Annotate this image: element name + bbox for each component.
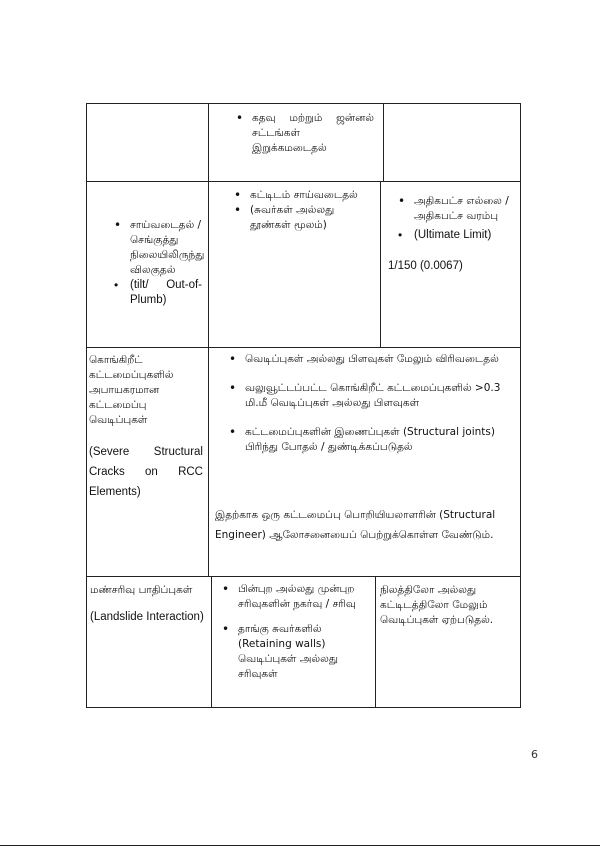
row3-col1 [89,353,203,502]
col-divider-r2b [380,181,381,347]
col-divider-r1b [383,103,384,181]
row4-col2 [218,582,370,682]
row4-c2-bullet-2: • தாங்கு சுவர்களில் (Retaining walls) வெடிப்புகள் அல்லது சரிவுகள் [238,622,370,682]
row1-col2 [232,111,374,156]
row3-c1-english: (Severe Structural Cracks on RCC Elements) [89,446,203,498]
row2-c3-value: 1/150 (0.0067) [388,260,463,272]
row2-col1 [110,218,205,308]
row3-c2-bullet-2: • வலுவூட்டப்பட்ட கொங்கிறீட் கட்டமைப்புகளில் >0.3 மி.மீ வெடிப்புகள் அல்லது பிளவுகள் [245,381,513,411]
row4-col3 [380,583,516,628]
page-number: 6 [531,748,538,761]
row3-c2-bullet-3: • கட்டமைப்புகளின் இணைப்புகள் (Structural joints) பிரிந்து போதல் / துண்டிக்கப்படுதல் [245,425,513,455]
row2-col3 [388,194,516,274]
row3-c2-bullet-1: • வெடிப்புகள் அல்லது பிளவுகள் மேலும் விரிவடைதல் [245,352,513,367]
row2-c1-bullet-1: • சாய்வடைதல் / செங்குத்து நிலையிலிருந்து விலகுதல் [130,218,202,278]
row-divider-1 [86,181,521,182]
row1-bullet-1: • கதவு மற்றும் ஜன்னல் சட்டங்கள் [252,111,374,141]
row2-c3-bullet-2: • (Ultimate Limit) [414,228,516,243]
row4-col1 [90,583,208,625]
footer-rule [0,845,600,846]
row4-c1-english: (Landslide Interaction) [90,611,204,623]
col-divider-r2a [208,181,209,347]
col-divider-r4a [211,576,212,707]
row-divider-3 [86,576,521,577]
row2-c3-bullet-1: • அதிகபட்ச எல்லை / அதிகபட்ச வரம்பு [414,194,516,224]
row3-col2 [215,352,513,545]
row3-c2-note: இதற்காக ஒரு கட்டமைப்பு பொறியியலாளரின் (Structural Engineer) ஆலோசனையைப் பெற்றுக்கொள்ள வேண்டும். [215,509,496,541]
row3-c1-title: கொங்கிறீட் கட்டமைப்புகளில் அபாயகரமான கட்டமைப்பு வெடிப்புகள் [89,354,174,426]
table-border-right [520,103,521,708]
row1-after-text: இறுக்கமடைதல் [252,142,327,154]
col-divider-r4b [375,576,376,707]
row2-c2-bullet-2: • (சுவர்கள் அல்லது தூண்கள் மூலம்) [250,203,370,233]
table-border-left [86,103,87,708]
row-divider-2 [86,347,521,348]
row4-c1-title: மண்சரிவு பாதிப்புகள் [90,584,193,596]
row2-col2 [230,188,370,233]
row2-c2-bullet-1: • கட்டிடம் சாய்வடைதல் [250,188,370,203]
row4-c3-text: நிலத்திலோ அல்லது கட்டிடத்திலோ மேலும் வெடிப்புகள் ஏற்படுதல். [380,584,494,626]
col-divider-r3 [208,347,209,576]
row4-c2-bullet-1: • பின்புற அல்லது முன்புற சரிவுகளின் நகர்வு / சரிவு [238,582,370,612]
table-border-top [86,103,521,104]
col-divider-r1a [208,103,209,181]
row2-c1-bullet-2: • (tilt/ Out-of-Plumb) [130,278,202,308]
table-border-bottom [86,707,521,708]
